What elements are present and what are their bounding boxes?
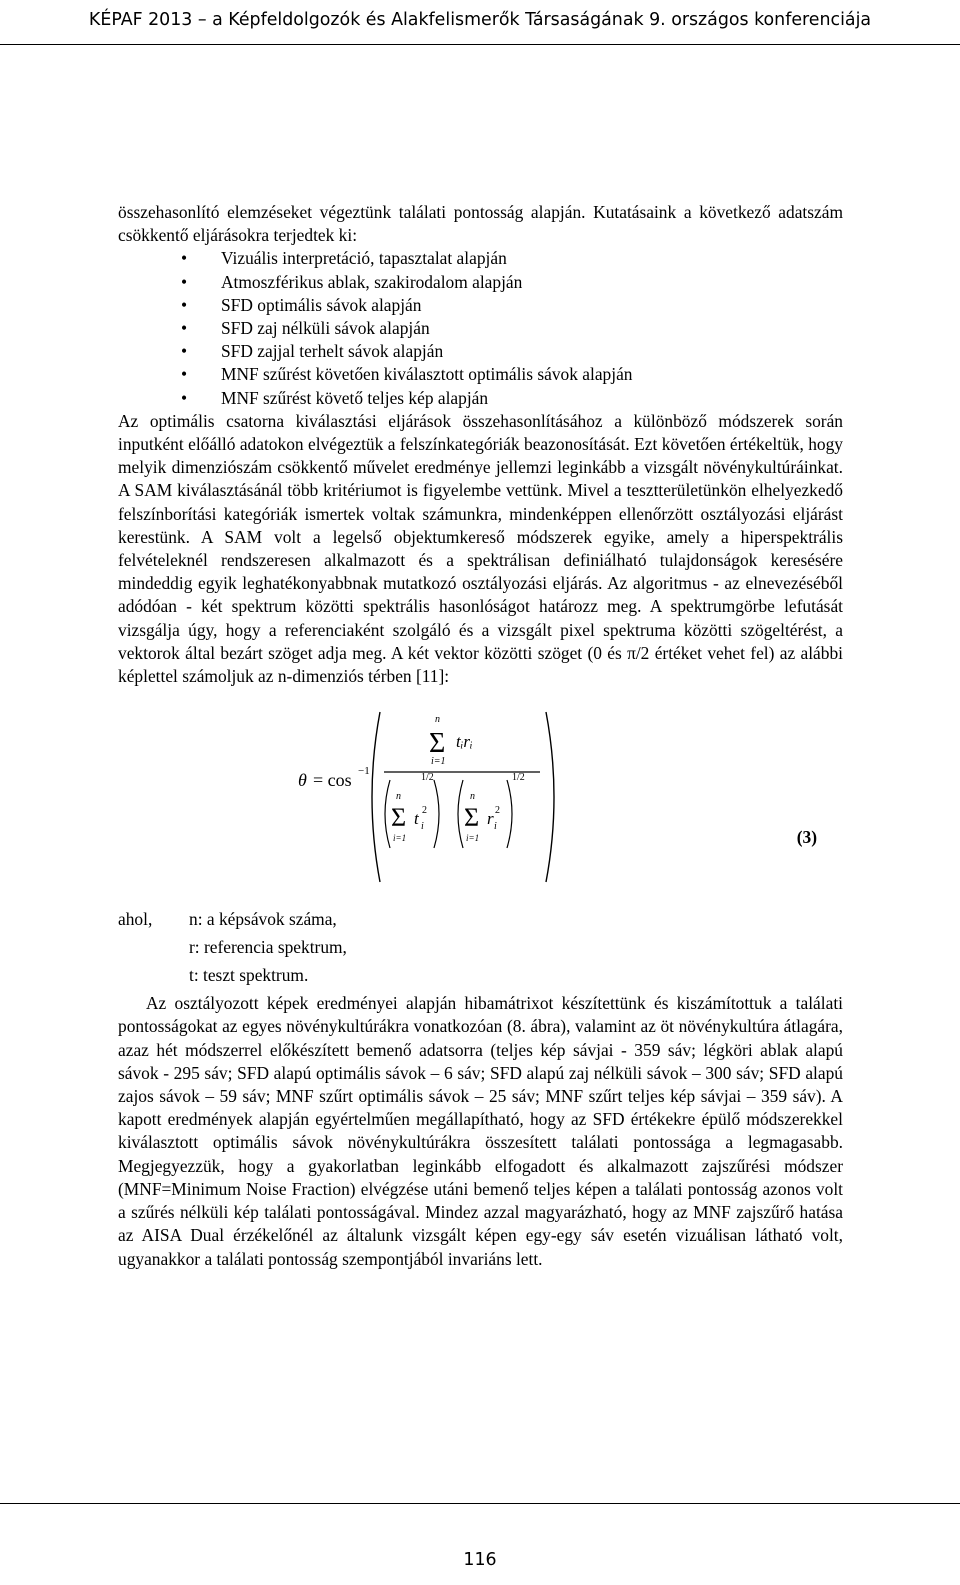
svg-text:Σ: Σ	[464, 803, 480, 833]
list-item: • Vizuális interpretáció, tapasztalat alapján	[118, 247, 843, 270]
bullet-icon: •	[181, 364, 188, 385]
bullet-icon: •	[181, 271, 188, 292]
list-item: • SFD zaj nélküli sávok alapján	[118, 317, 843, 340]
definition-row	[118, 936, 843, 964]
bullet-icon: •	[181, 294, 188, 315]
where-label: ahol,	[118, 909, 153, 930]
header-rule	[0, 44, 960, 45]
svg-text:t: t	[414, 809, 419, 829]
bullet-icon: •	[181, 387, 188, 408]
sum-symbol: Σ	[429, 728, 446, 760]
equals-cos: = cos	[313, 770, 352, 791]
footer-rule	[0, 1503, 960, 1504]
methods-paragraph: Az optimális csatorna kiválasztási eljárások összehasonlításához a különböző módszerek során inputként előálló adatokon elvégeztük a felszínkategóriák beazonosítását. Ezt követően értékeltük, hogy melyik dimenziószám csökkentő művelet eredménye jellemzi leginkább a vizsgált növénykultúráinkat. A SAM kiválasztásánál több kritériumot is figyelembe vettünk. Mivel a tesztterületünkön elhelyezkedő felszínborítási kategóriák ismertek voltak számunkra, mindenképpen ellenőrzött osztályozási eljárást kerestünk. A SAM volt a legelső objektumkereső módszerek egyike, amely a hiperspektrális felvételeknél rendszeresen alkalmazott és a spektrálisan definiálható tulajdonságok keresésére mindeddig egyik leghatékonyabbnak mutatkozó osztályozási eljárás. Az algoritmus - az elnevezéséből adódóan - két spektrum közötti spektrális hasonlóságot határozz meg. A spektrumgörbe lefutását vizsgálja úgy, hogy a referenciaként szolgáló és a vizsgált pixel spektruma közötti szögeltérést, a vektorok által bezárt szöget adja meg. A két vektor közötti szöget (0 és π/2 értéket vehet fel) az alábbi képlettel számoljuk az n-dimenziós térben [11]:	[118, 410, 843, 687]
sum-upper-limit: n	[435, 714, 440, 726]
right-exponent: 1/2	[512, 772, 525, 784]
definitions	[118, 908, 843, 992]
bullet-icon: •	[181, 248, 188, 269]
definition-row	[118, 908, 843, 936]
sum-lower-limit: i=1	[431, 756, 446, 768]
conference-title: KÉPAF 2013 – a Képfeldolgozók és Alakfelismerők Társaságának 9. országos konferenciája	[88, 10, 872, 30]
sam-formula	[118, 700, 843, 893]
definition-n: n: a képsávok száma,	[189, 909, 337, 930]
svg-text:r: r	[487, 809, 494, 829]
list-item: • MNF szűrést követően kiválasztott optimális sávok alapján	[118, 363, 843, 386]
svg-text:i=1: i=1	[466, 833, 480, 844]
svg-text:i=1: i=1	[393, 833, 407, 844]
theta-symbol: θ	[298, 770, 307, 791]
list-item: • MNF szűrést követő teljes kép alapján	[118, 387, 843, 410]
svg-text:n: n	[396, 791, 401, 803]
intro-paragraph: összehasonlító elemzéseket végeztünk találati pontosság alapján. Kutatásaink a következő adatszám csökkentő eljárásokra terjedtek ki:	[118, 202, 843, 246]
svg-text:i: i	[421, 821, 424, 833]
method-list	[118, 247, 843, 409]
left-exponent: 1/2	[421, 772, 434, 784]
svg-text:i: i	[494, 821, 497, 833]
page-number: 116	[463, 1550, 497, 1570]
definition-r: r: referencia spektrum,	[189, 937, 347, 958]
svg-text:2: 2	[495, 805, 500, 817]
svg-text:2: 2	[422, 805, 427, 817]
svg-text:Σ: Σ	[391, 803, 407, 833]
svg-text:n: n	[470, 791, 475, 803]
bullet-icon: •	[181, 341, 188, 362]
equation-number: (3)	[796, 827, 817, 848]
running-header	[0, 0, 960, 46]
cos-exponent: −1	[358, 765, 370, 778]
formula-graphic	[118, 700, 843, 893]
results-paragraph: Az osztályozott képek eredményei alapján hibamátrixot készítettünk és kiszámítottuk a találati pontosságokat az egyes növénykultúrákra vonatkozóan (8. ábra), valamint az öt növénykultúra átlagára, azaz hét módszerrel előkészített bemenő adatsorra (teljes kép sávjai - 359 sáv; légköri ablak alapú sávok - 295 sáv; SFD alapú optimális sávok – 6 sáv; SFD alapú zaj nélküli sávok – 300 sáv; SFD alapú zajos sávok – 59 sáv; MNF szűrt optimális sávok – 25 sáv; MNF szűrt teljes kép sávjai – 359 sáv). A kapott eredmények alapján egyértelműen megállapítható, hogy az SFD értékekre épülő módszerekkel kiválasztott optimális sávok növénykultúrákra összesített találati pontossága a legmagasabb. Megjegyezzük, hogy a gyakorlatban leginkább elfogadott és alkalmazott zajszűrési módszer (MNF=Minimum Noise Fraction) elvégzése utáni bemenő teljes képen a találati pontosság azonos volt a szűrés nélküli kép találati pontosságával. Mindez azzal magyarázható, hogy az MNF zajszűrő hatása az AISA Dual érzékelőnél az általunk vizsgált képen egy-egy sáv esetén vizuálisan látható volt, ugyanakkor a találati pontosság szempontjából invariáns lett.	[118, 993, 843, 1269]
list-item: • Atmoszférikus ablak, szakirodalom alapján	[118, 271, 843, 294]
page-body	[118, 201, 843, 1271]
definition-row	[118, 964, 843, 992]
numerator-term: tᵢrᵢ	[456, 732, 473, 752]
list-item: • SFD zajjal terhelt sávok alapján	[118, 340, 843, 363]
definition-t: t: teszt spektrum.	[189, 965, 309, 986]
bullet-icon: •	[181, 318, 188, 339]
list-item: • SFD optimális sávok alapján	[118, 294, 843, 317]
